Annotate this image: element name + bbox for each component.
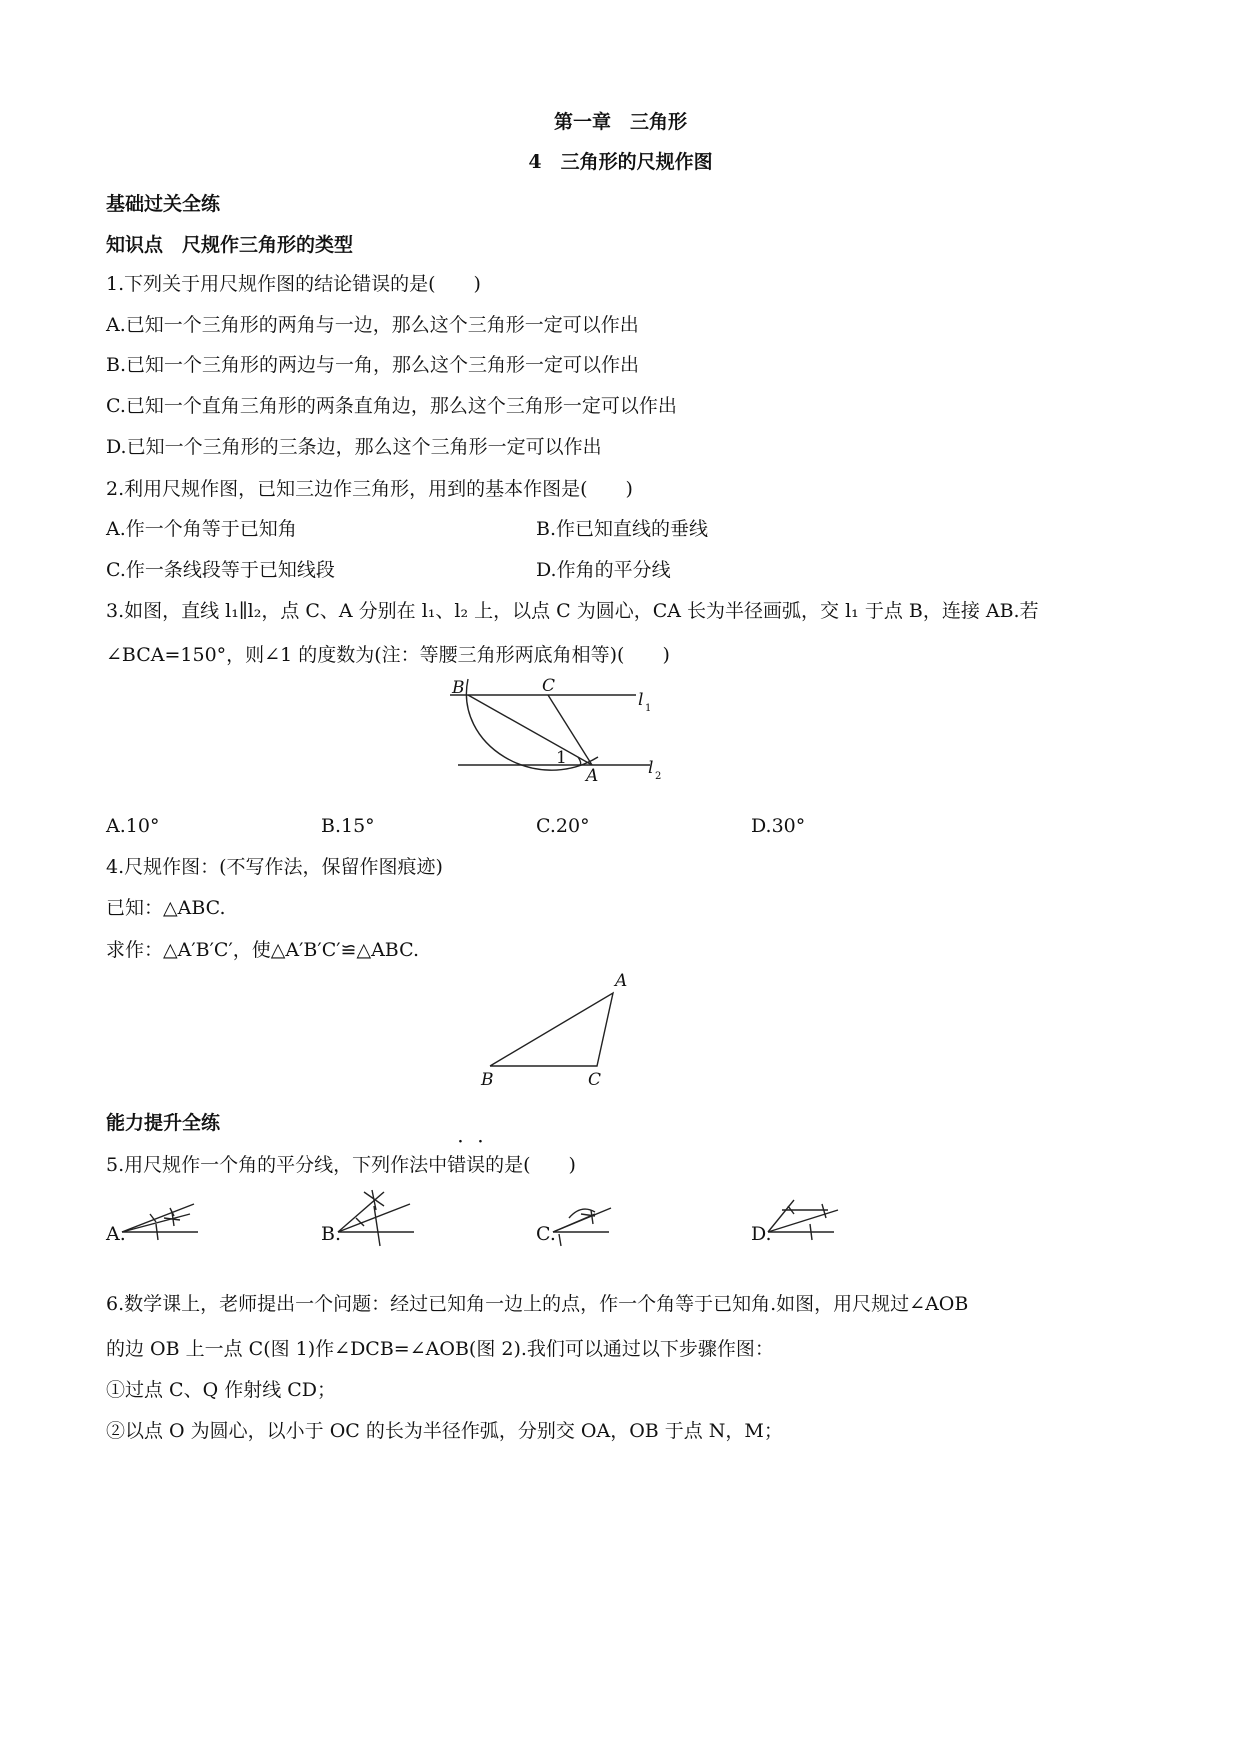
segment-ca <box>548 695 592 765</box>
q4-triangle-figure <box>475 965 645 1095</box>
q5-option-d: D. <box>751 1223 772 1245</box>
label-b: B <box>452 678 465 698</box>
segment-ab <box>468 695 592 765</box>
q5-figure-a <box>120 1192 210 1252</box>
q3-option-b: B.15° <box>321 815 375 837</box>
q5-option-a: A. <box>106 1223 126 1245</box>
q3-option-c: C.20° <box>536 815 590 837</box>
q5-figure-c <box>551 1194 641 1252</box>
q2-option-c: C.作一条线段等于已知线段 <box>106 559 335 581</box>
q5-stem: 5.用尺规作一个角的平分线，下列作法中错误的是( ) <box>106 1154 576 1176</box>
q6-step2: ②以点 O 为圆心，以小于 OC 的长为半径作弧，分别交 OA，OB 于点 N，M； <box>106 1420 783 1442</box>
q2-stem: 2.利用尺规作图，已知三边作三角形，用到的基本作图是( ) <box>106 478 633 500</box>
q4-construct: 求作：△A′B′C′，使△A′B′C′≌△ABC. <box>106 939 420 961</box>
q3-option-d: D.30° <box>751 815 806 837</box>
q2-option-a: A.作一个角等于已知角 <box>106 518 297 540</box>
triangle-abc <box>490 993 613 1066</box>
q3-option-a: A.10° <box>106 815 160 837</box>
q4-given: 已知：△ABC. <box>106 897 226 919</box>
q1-option-b: B.已知一个三角形的两边与一角，那么这个三角形一定可以作出 <box>106 354 640 376</box>
q2-option-d: D.作角的平分线 <box>536 559 671 581</box>
q5-figure-b <box>336 1186 426 1252</box>
q2-option-b: B.作已知直线的垂线 <box>536 518 709 540</box>
q3-stem-line2: ∠BCA=150°，则∠1 的度数为(注：等腰三角形两底角相等)( ) <box>106 644 670 666</box>
q5-option-b: B. <box>321 1223 342 1245</box>
label-l1: l <box>638 690 644 710</box>
label-l2: l <box>648 758 654 778</box>
q5-figure-d <box>766 1196 856 1252</box>
q1-option-a: A.已知一个三角形的两角与一边，那么这个三角形一定可以作出 <box>106 314 639 336</box>
label-c: C <box>588 1070 602 1090</box>
q1-stem: 1.下列关于用尺规作图的结论错误的是( ) <box>106 273 481 295</box>
topic-title: 知识点 尺规作三角形的类型 <box>106 234 354 256</box>
chapter-title: 第一章 三角形 <box>553 111 687 133</box>
label-l1-sub: 1 <box>645 703 652 714</box>
label-l2-sub: 2 <box>655 771 662 782</box>
q5-option-c: C. <box>536 1223 556 1245</box>
advanced-section-title: 能力提升全练 <box>106 1112 221 1134</box>
emphasis-dot: · <box>478 1134 483 1150</box>
label-a: A <box>586 766 599 786</box>
section-title: 4 三角形的尺规作图 <box>528 151 713 173</box>
q1-option-d: D.已知一个三角形的三条边，那么这个三角形一定可以作出 <box>106 436 602 458</box>
label-b: B <box>481 1070 494 1090</box>
q4-stem: 4.尺规作图：(不写作法，保留作图痕迹) <box>106 856 443 878</box>
emphasis-dot: · <box>458 1134 463 1150</box>
basic-section-title: 基础过关全练 <box>106 193 221 215</box>
q1-option-c: C.已知一个直角三角形的两条直角边，那么这个三角形一定可以作出 <box>106 395 677 417</box>
label-angle-1: 1 <box>556 748 567 768</box>
q6-stem-line2: 的边 OB 上一点 C(图 1)作∠DCB=∠AOB(图 2).我们可以通过以下步骤作图： <box>106 1338 774 1360</box>
q3-stem-line1: 3.如图，直线 l₁∥l₂，点 C、A 分别在 l₁、l₂ 上，以点 C 为圆心，CA 长为半径画弧，交 l₁ 于点 B，连接 AB.若 <box>106 600 1039 622</box>
q3-figure <box>440 675 680 790</box>
q6-stem-line1: 6.数学课上，老师提出一个问题：经过已知角一边上的点，作一个角等于已知角.如图，用尺规过∠AOB <box>106 1293 969 1315</box>
label-c: C <box>542 676 556 696</box>
label-a: A <box>615 971 628 991</box>
q6-step1: ①过点 C、Q 作射线 CD； <box>106 1379 337 1401</box>
